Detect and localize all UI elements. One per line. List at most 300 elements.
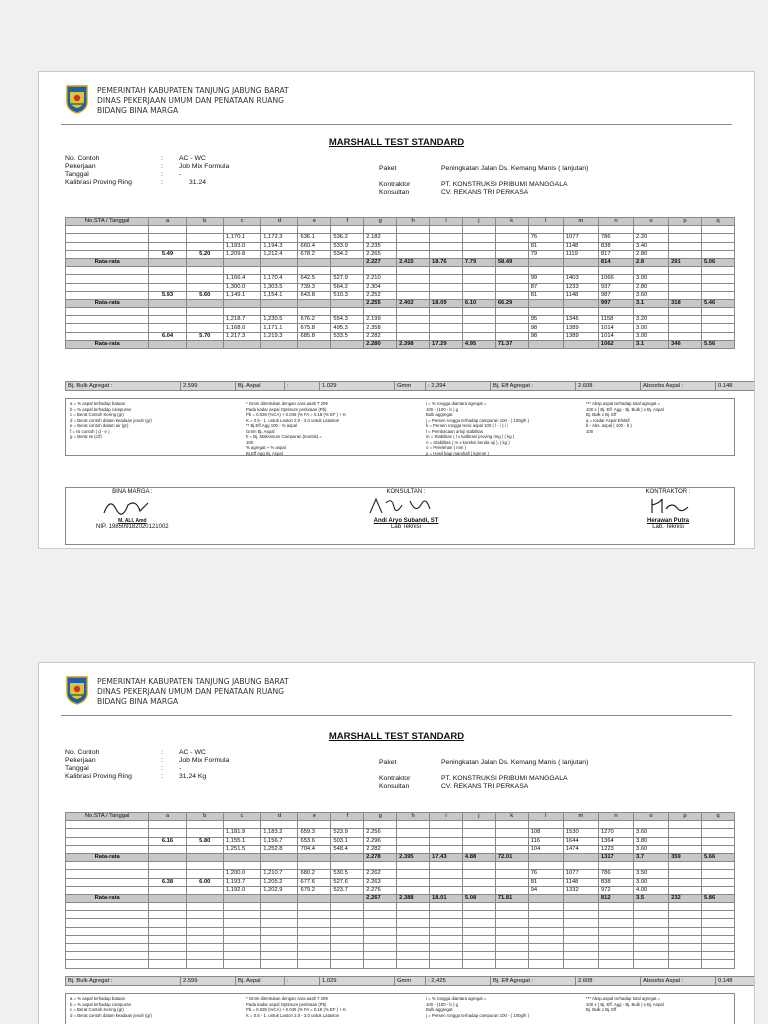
table-cell: 81 (528, 242, 563, 250)
table-cell: 659.3 (298, 829, 331, 837)
table-cell (66, 332, 149, 340)
table-cell (430, 324, 463, 332)
table-cell: 1,181.9 (223, 829, 260, 837)
table-cell (633, 935, 668, 943)
table-cell (495, 234, 528, 242)
legend-line: % agregat + % aspal (246, 445, 286, 450)
table-cell: 534.2 (331, 250, 364, 258)
table-cell (186, 935, 223, 943)
average-cell: 5.66 (701, 853, 734, 861)
column-header-q: q (701, 218, 734, 226)
table-cell (186, 886, 223, 894)
table-cell (495, 903, 528, 911)
org-line-3: BIDANG BINA MARGA (97, 106, 179, 115)
table-cell: 1,219.3 (261, 332, 298, 340)
table-cell (430, 308, 463, 316)
table-cell (701, 267, 734, 275)
organization-name (97, 86, 289, 116)
table-cell (261, 911, 298, 919)
table-cell (430, 911, 463, 919)
legend-line: l = Pembacaan arloji stabilitas (426, 428, 483, 434)
table-row (66, 242, 735, 250)
average-cell: 2.278 (364, 853, 397, 861)
table-cell: 1,212.4 (261, 250, 298, 258)
table-cell (598, 267, 633, 275)
legend-line: 100 (586, 428, 594, 434)
table-cell (149, 944, 186, 952)
table-cell: 530.5 (331, 870, 364, 878)
average-cell: 2.415 (397, 258, 430, 266)
table-cell (528, 821, 563, 829)
table-cell (261, 226, 298, 234)
table-cell: 972 (598, 886, 633, 894)
column-header-f: f (331, 813, 364, 821)
average-cell: 232 (669, 894, 702, 902)
table-cell: 2.358 (364, 324, 397, 332)
table-cell (186, 927, 223, 935)
separator: : (161, 171, 163, 178)
table-cell: 3.00 (633, 332, 668, 340)
average-cell: 6.10 (462, 299, 495, 307)
table-cell (495, 952, 528, 960)
legend-column (426, 401, 529, 456)
table-cell: 1,155.1 (223, 837, 260, 845)
table-cell: 817 (598, 250, 633, 258)
table-cell (66, 250, 149, 258)
table-cell (669, 226, 702, 234)
table-cell: 1,218.7 (223, 316, 260, 324)
legend-column (426, 996, 529, 1018)
table-cell (261, 903, 298, 911)
table-cell: 2.80 (633, 283, 668, 291)
table-cell: 94 (528, 886, 563, 894)
table-cell (495, 837, 528, 845)
table-cell (430, 316, 463, 324)
table-cell (462, 862, 495, 870)
legend-line: Bulk aggregat (426, 1007, 453, 1012)
summary-row (66, 382, 756, 391)
table-cell (66, 878, 149, 886)
table-cell (149, 829, 186, 837)
average-cell: 17.29 (430, 340, 463, 348)
separator: : (161, 749, 163, 756)
paket-value: Peningkatan Jalan Ds. Kemang Manis ( lanjutan) (441, 759, 589, 766)
table-cell (495, 308, 528, 316)
table-cell (563, 960, 598, 968)
average-cell (149, 299, 186, 307)
table-row (66, 845, 735, 853)
pekerjaan-value: Job Mix Formula (179, 163, 230, 170)
table-cell (528, 935, 563, 943)
table-cell: 2.304 (364, 283, 397, 291)
table-cell (430, 250, 463, 258)
table-cell: 523.7 (331, 886, 364, 894)
average-cell (261, 853, 298, 861)
legend-line: o = Pelelehan ( mm ) (426, 445, 467, 450)
average-cell: 4.95 (462, 340, 495, 348)
table-cell: 1158 (598, 316, 633, 324)
table-cell (66, 275, 149, 283)
table-cell (462, 845, 495, 853)
average-cell (563, 299, 598, 307)
table-cell: 564.2 (331, 283, 364, 291)
summary-row (65, 976, 755, 986)
kontraktor-name: Herawan Putra (646, 518, 689, 524)
table-row (66, 291, 735, 299)
table-cell: 1389 (563, 332, 598, 340)
table-cell (598, 821, 633, 829)
average-cell (298, 340, 331, 348)
legend-column (246, 996, 346, 1018)
table-cell (397, 308, 430, 316)
pekerjaan-value: Job Mix Formula (179, 757, 230, 764)
column-header-n: n (598, 813, 633, 821)
legend-line: b = % aspal terhadap campuran (70, 1001, 132, 1007)
table-cell (364, 935, 397, 943)
table-cell (563, 903, 598, 911)
table-cell (223, 952, 260, 960)
table-row (66, 837, 735, 845)
average-cell: 72.01 (495, 853, 528, 861)
table-cell (701, 886, 734, 894)
table-cell (563, 911, 598, 919)
average-cell: 18.76 (430, 258, 463, 266)
table-cell (598, 935, 633, 943)
table-cell: 3.60 (633, 829, 668, 837)
table-cell (261, 960, 298, 968)
table-cell: 653.6 (298, 837, 331, 845)
table-cell: 1,183.2 (261, 829, 298, 837)
average-label: Rata-rata (66, 340, 149, 348)
table-cell: 1644 (563, 837, 598, 845)
table-cell (701, 944, 734, 952)
table-cell (66, 927, 149, 935)
average-cell: 3.5 (633, 894, 668, 902)
table-cell (66, 226, 149, 234)
table-cell (563, 944, 598, 952)
table-cell (598, 952, 633, 960)
table-cell (186, 903, 223, 911)
bj-aspal-label: Bj. Aspal (236, 382, 285, 391)
regency-emblem-icon (65, 84, 89, 114)
table-cell (633, 919, 668, 927)
table-cell (364, 960, 397, 968)
eff-agregat-label: Bj. Eff Agregat : (491, 977, 576, 986)
table-cell (186, 944, 223, 952)
table-cell (66, 870, 149, 878)
column-header-q: q (701, 813, 734, 821)
table-cell: 116 (528, 837, 563, 845)
table-cell (364, 927, 397, 935)
table-cell: 1,168.0 (223, 324, 260, 332)
table-cell (462, 234, 495, 242)
table-cell: 4.00 (633, 886, 668, 894)
konsultan-label: KONSULTAN : (386, 489, 426, 495)
blank-row (66, 308, 735, 316)
legend-line: K = 0.5 - 1 .untuk Laston 2.0 - 3.0 untuk Lataston (246, 417, 340, 423)
tanggal-label: Tanggal (65, 171, 89, 178)
table-cell (186, 862, 223, 870)
table-cell (633, 960, 668, 968)
column-header-a: a (149, 218, 186, 226)
sample-info-right (379, 759, 588, 791)
table-cell (430, 242, 463, 250)
table-cell: 937 (598, 283, 633, 291)
table-cell (261, 821, 298, 829)
table-cell: 1,192.0 (223, 886, 260, 894)
table-cell (633, 862, 668, 870)
table-cell (701, 316, 734, 324)
table-cell (528, 903, 563, 911)
table-cell (430, 267, 463, 275)
legend-line: e = Berat contoh dalam air (gr) (70, 423, 129, 428)
table-cell (186, 911, 223, 919)
table-cell (462, 935, 495, 943)
kalibrasi-value: 31.24 (189, 179, 207, 186)
table-cell (598, 960, 633, 968)
table-cell (397, 845, 430, 853)
table-cell (298, 903, 331, 911)
table-cell (364, 308, 397, 316)
table-cell (331, 308, 364, 316)
table-cell (149, 862, 186, 870)
table-cell (701, 250, 734, 258)
table-cell (669, 935, 702, 943)
kontraktor-signature (638, 489, 698, 530)
average-cell: 4.88 (462, 853, 495, 861)
table-cell (430, 935, 463, 943)
kontraktor-value: PT. KONSTRUKSI PRIBUMI MANGGALA (441, 181, 568, 188)
table-cell (261, 267, 298, 275)
no-contoh-label: No. Contoh (65, 155, 100, 162)
table-cell (186, 234, 223, 242)
table-cell: 2.263 (364, 878, 397, 886)
legend-line: b - Abs. aspal ( 100 - b ) (586, 423, 632, 428)
report-sheet-1 (38, 71, 755, 549)
legend-line: 100 - (100 - b ) g (426, 406, 459, 412)
table-cell: 5.60 (186, 291, 223, 299)
table-cell (149, 927, 186, 935)
legend-column (586, 401, 664, 434)
table-cell: 2.282 (364, 845, 397, 853)
blank-row (66, 927, 735, 935)
average-cell (298, 894, 331, 902)
column-header-o: o (633, 218, 668, 226)
no-contoh-value: AC - WC (179, 155, 206, 162)
column-header-h: h (397, 218, 430, 226)
table-cell (528, 226, 563, 234)
average-cell (528, 894, 563, 902)
table-cell: 739.3 (298, 283, 331, 291)
table-cell (261, 919, 298, 927)
legend-line: *** Absp.aspal terhadap total agregat = (586, 996, 661, 1001)
table-cell (223, 267, 260, 275)
table-cell (598, 911, 633, 919)
table-cell (430, 275, 463, 283)
table-cell (397, 952, 430, 960)
average-cell: 814 (598, 258, 633, 266)
bulk-agregat-label: Bj. Bulk Agregat : (66, 382, 181, 391)
table-cell: 548.4 (331, 845, 364, 853)
table-row (66, 878, 735, 886)
table-cell: 1530 (563, 829, 598, 837)
table-cell (701, 919, 734, 927)
table-cell (701, 870, 734, 878)
table-cell: 2.256 (364, 829, 397, 837)
table-cell (223, 308, 260, 316)
column-header-i: i (430, 218, 463, 226)
kontraktor-label: Kontraktor (379, 181, 411, 188)
average-cell: 66.29 (495, 299, 528, 307)
table-cell: 6.38 (149, 878, 186, 886)
table-cell (495, 332, 528, 340)
table-cell (261, 927, 298, 935)
column-header-c: c (223, 813, 260, 821)
column-header-m: m (563, 813, 598, 821)
table-cell (462, 283, 495, 291)
table-cell (66, 821, 149, 829)
table-cell (669, 886, 702, 894)
blank-row (66, 267, 735, 275)
table-cell: 2.199 (364, 316, 397, 324)
table-cell: 3.60 (633, 291, 668, 299)
table-cell: 98 (528, 332, 563, 340)
average-cell: 18.09 (430, 299, 463, 307)
average-cell: 71.81 (495, 894, 528, 902)
table-cell (430, 283, 463, 291)
konsultan-name: Andi Aryo Subandi, ST (373, 518, 439, 524)
average-cell (563, 340, 598, 348)
table-cell: 76 (528, 234, 563, 242)
average-cell: 2.388 (397, 894, 430, 902)
blank-row (66, 226, 735, 234)
table-cell: 1,149.1 (223, 291, 260, 299)
table-cell (633, 944, 668, 952)
table-cell (462, 944, 495, 952)
table-cell (149, 960, 186, 968)
table-cell (397, 226, 430, 234)
column-header-e: e (298, 218, 331, 226)
table-cell (331, 960, 364, 968)
column-header-g: g (364, 218, 397, 226)
table-cell (298, 267, 331, 275)
table-cell (430, 878, 463, 886)
table-cell (701, 332, 734, 340)
average-cell: 58.49 (495, 258, 528, 266)
table-cell: 1,154.1 (261, 291, 298, 299)
table-cell (701, 226, 734, 234)
average-cell (298, 299, 331, 307)
table-cell (186, 308, 223, 316)
table-cell (149, 935, 186, 943)
table-cell (495, 821, 528, 829)
table-cell: 1148 (563, 878, 598, 886)
average-cell (528, 258, 563, 266)
column-header-j: j (462, 218, 495, 226)
average-cell (149, 853, 186, 861)
table-cell (397, 821, 430, 829)
table-cell (669, 960, 702, 968)
table-cell (397, 903, 430, 911)
table-cell: 1474 (563, 845, 598, 853)
table-cell (331, 821, 364, 829)
table-cell (298, 952, 331, 960)
table-cell: 1,193.0 (223, 242, 260, 250)
column-header-c: c (223, 218, 260, 226)
table-cell (149, 903, 186, 911)
legend-line: p = Hasil bagi marshall ( kg/mm ) (426, 450, 489, 456)
table-cell (331, 226, 364, 234)
table-cell (298, 944, 331, 952)
average-cell (563, 894, 598, 902)
legend-line: c = Berat Contoh Kering (gr) (70, 1007, 124, 1012)
table-cell: 87 (528, 283, 563, 291)
table-cell (186, 267, 223, 275)
table-cell (149, 308, 186, 316)
table-cell (331, 267, 364, 275)
legend-line: i = % rongga diantara agregat = (426, 996, 487, 1001)
table-cell (397, 291, 430, 299)
legend-line: Pb = 0.035 (%CA) + 0.045 (% FA = 0.18 (% EF ) + K (246, 1007, 346, 1012)
table-cell (528, 952, 563, 960)
table-cell (528, 919, 563, 927)
table-cell (149, 911, 186, 919)
table-cell (633, 226, 668, 234)
average-cell: 1317 (598, 853, 633, 861)
table-cell (669, 927, 702, 935)
tanggal-label: Tanggal (65, 765, 89, 772)
table-cell (528, 308, 563, 316)
average-cell (563, 853, 598, 861)
signature-scribble-icon (366, 495, 446, 517)
separator: : (161, 155, 163, 162)
table-cell: 1066 (598, 275, 633, 283)
average-cell: 812 (598, 894, 633, 902)
legend-line: Bulk aggregat (426, 412, 453, 417)
table-row (66, 332, 735, 340)
table-cell (462, 316, 495, 324)
table-cell: 3.50 (633, 870, 668, 878)
average-cell: 18.01 (430, 894, 463, 902)
table-cell (563, 919, 598, 927)
table-cell: 554.3 (331, 316, 364, 324)
table-cell (669, 821, 702, 829)
column-header-e: e (298, 813, 331, 821)
table-cell (598, 927, 633, 935)
table-cell (495, 919, 528, 927)
table-cell (462, 242, 495, 250)
table-cell (66, 952, 149, 960)
no-contoh-value: AC - WC (179, 749, 206, 756)
separator: : (161, 163, 163, 170)
table-cell (462, 324, 495, 332)
average-cell (149, 894, 186, 902)
table-cell: 79 (528, 250, 563, 258)
average-cell: 7.79 (462, 258, 495, 266)
table-cell (149, 234, 186, 242)
average-cell (298, 258, 331, 266)
table-cell (462, 927, 495, 935)
marshall-data-table (65, 217, 735, 349)
table-cell (430, 919, 463, 927)
organization-name (97, 677, 289, 707)
legend-line: d = Berat contoh dalam keadaan jenuh (gr) (70, 417, 152, 423)
table-cell (701, 935, 734, 943)
table-cell (66, 919, 149, 927)
table-cell (633, 267, 668, 275)
table-cell (598, 919, 633, 927)
average-cell: 3.1 (633, 340, 668, 348)
